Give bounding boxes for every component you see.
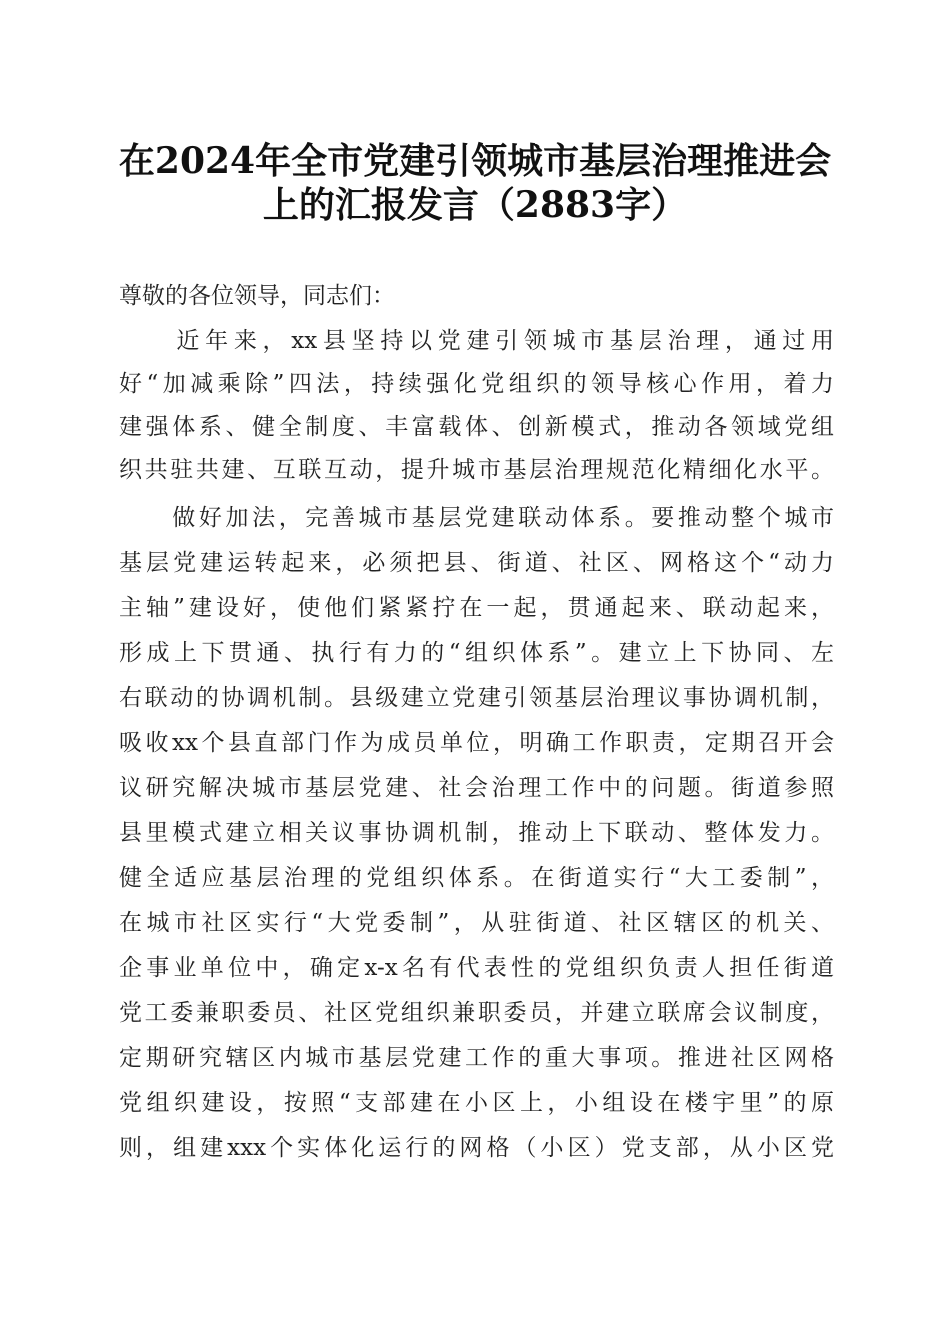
body-line: 党组织建设，按照“支部建在小区上，小组设在楼宇里”的原 bbox=[119, 1090, 834, 1116]
body-line: 织共驻共建、互联互动，提升城市基层治理规范化精细化水平。 bbox=[119, 457, 834, 483]
document-title-line-1: 在2024年全市党建引领城市基层治理推进会 bbox=[118, 140, 832, 182]
body-line: 好“加减乘除”四法，持续强化党组织的领导核心作用，着力 bbox=[119, 371, 834, 397]
body-line: 建强体系、健全制度、丰富载体、创新模式，推动各领域党组 bbox=[119, 414, 834, 440]
body-line: 县里模式建立相关议事协调机制，推动上下联动、整体发力。 bbox=[119, 820, 834, 846]
body-line: 做好加法，完善城市基层党建联动体系。要推动整个城市 bbox=[119, 505, 834, 531]
body-line: 议研究解决城市基层党建、社会治理工作中的问题。街道参照 bbox=[119, 775, 834, 801]
document-title-line-2: 上的汇报发言（2883字） bbox=[262, 184, 688, 226]
body-line: 健全适应基层治理的党组织体系。在街道实行“大工委制”， bbox=[119, 865, 834, 891]
salutation: 尊敬的各位领导，同志们： bbox=[119, 283, 395, 309]
body-line: 在城市社区实行“大党委制”，从驻街道、社区辖区的机关、 bbox=[119, 910, 834, 936]
body-line: 右联动的协调机制。县级建立党建引领基层治理议事协调机制， bbox=[119, 685, 834, 711]
body-line: 定期研究辖区内城市基层党建工作的重大事项。推进社区网格 bbox=[119, 1045, 834, 1071]
body-line: 则，组建xxx个实体化运行的网格（小区）党支部，从小区党 bbox=[119, 1135, 834, 1161]
body-line: 吸收xx个县直部门作为成员单位，明确工作职责，定期召开会 bbox=[119, 730, 834, 756]
body-line: 企事业单位中，确定x-x名有代表性的党组织负责人担任街道 bbox=[119, 955, 834, 981]
body-line: 形成上下贯通、执行有力的“组织体系”。建立上下协同、左 bbox=[119, 640, 834, 666]
body-line: 基层党建运转起来，必须把县、街道、社区、网格这个“动力 bbox=[119, 550, 834, 576]
body-line: 主轴”建设好，使他们紧紧拧在一起，贯通起来、联动起来， bbox=[119, 595, 834, 621]
body-line: 近年来，xx县坚持以党建引领城市基层治理，通过用 bbox=[119, 328, 834, 354]
body-line: 党工委兼职委员、社区党组织兼职委员，并建立联席会议制度， bbox=[119, 1000, 834, 1026]
